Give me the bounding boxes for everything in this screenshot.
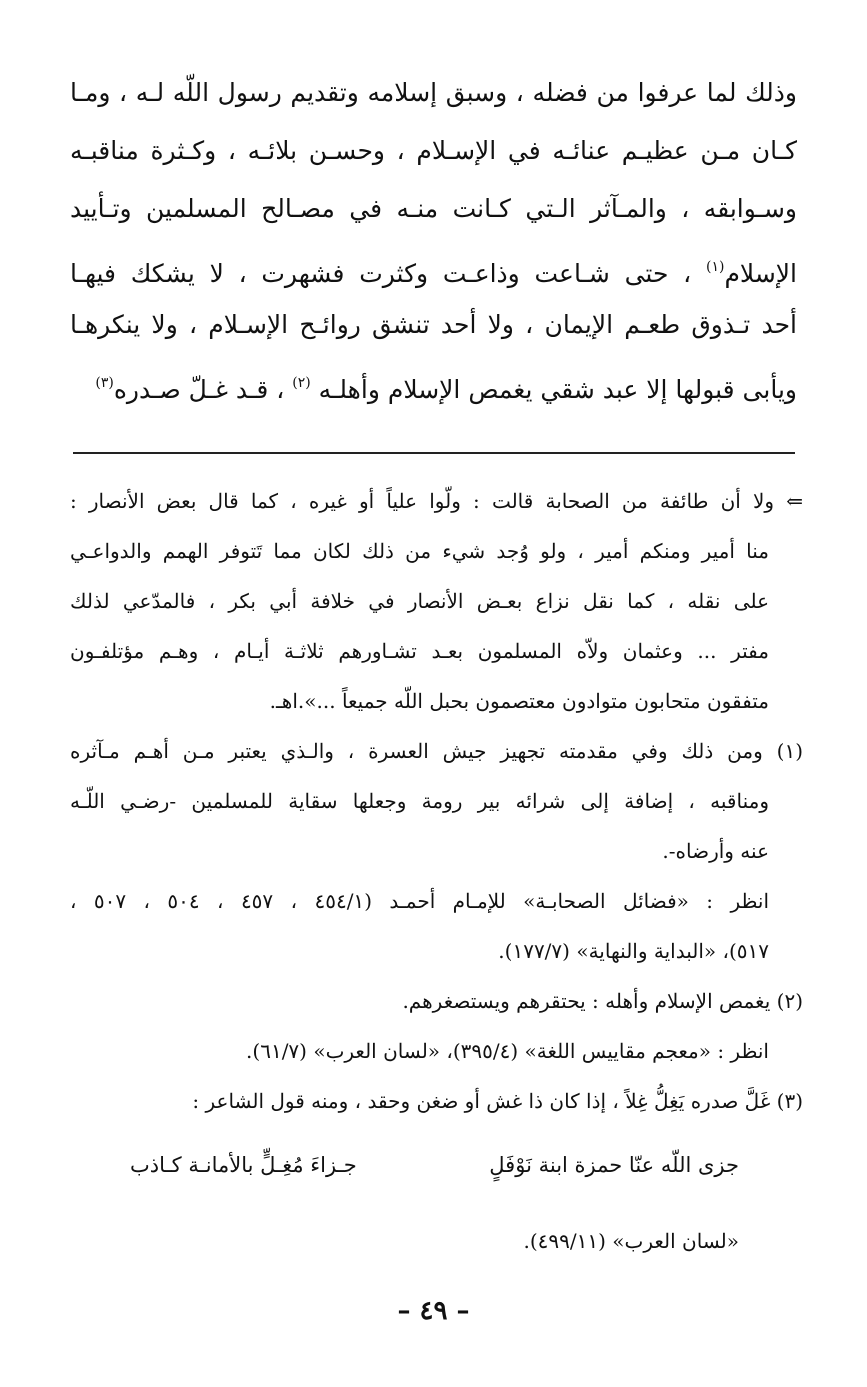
main-text [70, 64, 797, 412]
footnote-3-line: (٣) غَلَّ صدره يَغِلُّ غِلاً ، إذا كان ذا غش أو ضغن وحقد ، ومنه قول الشاعر : [192, 1089, 803, 1113]
footnote-continued-line: ⇐ ولا أن طائفة من الصحابة قالت : ولّوا علياً أو غيره ، كما قال بعض الأنصار : [70, 489, 803, 513]
body-line-2: كـان مـن عظيـم عنائـه في الإسـلام ، وحسـن بلائـه ، وكـثرة مناقبـه [70, 136, 797, 165]
footnote-1-source: انظر : «فضائل الصحابـة» للإمـام أحمـد (٤٥٤/١ ، ٤٥٧ ، ٥٠٤ ، ٥٠٧ ، [70, 889, 770, 913]
footnote-continued-line: على نقله ، كما نقل نزاع بعـض الأنصار في خلافة أبي بكر ، فالمدّعي لذلك [70, 589, 769, 613]
body-line-4-end: ، حتى شـاعت وذاعـت وكثرت فشهرت ، لا يشكك فيهـا [70, 259, 706, 288]
verse-second-hemistich: جـزاءَ مُغِـلٍّ بالأمانـة كـاذب [130, 1153, 357, 1177]
footnote-ref-3: (٣) [95, 375, 114, 391]
footnote-2-line: (٢) يغمص الإسلام وأهله : يحتقرهم ويستصغرهم. [402, 989, 803, 1013]
body-line-1: وذلك لما عرفوا من فضله ، وسبق إسلامه وتقديم رسول اللّه لـه ، ومـا [70, 78, 797, 107]
body-line-4-start: الإسلام [724, 259, 797, 288]
footnote-1-line: عنه وأرضاه-. [662, 839, 769, 863]
footnote-separator [73, 452, 795, 454]
footnote-continued-line: مفتر ... وعثمان ولاّه المسلمون بعـد تشـاورهم ثلاثـة أيـام ، وهـم مؤتلفـون [70, 639, 769, 663]
footnote-1-line: (١) ومن ذلك وفي مقدمته تجهيز جيش العسرة ، والـذي يعتبر مـن أهـم مـآثره [70, 739, 803, 763]
page-number: – ٤٩ – [397, 1296, 470, 1326]
footnote-1-line: ومناقبه ، إضافة إلى شرائه بير رومة وجعلها سقاية للمسلمين -رضـي اللّـه [70, 789, 769, 813]
footnote-1-source: ٥١٧)، «البداية والنهاية» (١٧٧/٧). [498, 939, 769, 963]
poetry-verse [70, 1126, 803, 1204]
footnote-2-source: انظر : «معجم مقاييس اللغة» (٣٩٥/٤)، «لسان العرب» (٦١/٧). [246, 1039, 769, 1063]
body-line-3: وسـوابقه ، والمـآثر الـتي كـانت منـه في مصـالح المسلمين وتـأييد [70, 194, 797, 223]
footnotes [70, 476, 803, 1278]
body-line-4 [70, 238, 797, 296]
body-line-5: أحد تـذوق طعـم الإيمان ، ولا أحد تنشق روائـح الإسـلام ، ولا ينكرهـا [70, 310, 797, 339]
footnote-ref-1: (١) [705, 259, 725, 275]
footnote-ref-2: (٢) [292, 375, 311, 391]
verse-first-hemistich: جزى اللّه عنّا حمزة ابنة نَوْفَلٍ [489, 1153, 739, 1177]
verse-citation: «لسان العرب» (٤٩٩/١١). [523, 1229, 739, 1253]
body-line-6-start: ويأبى قبولها إلا عبد شقي يغمص الإسلام وأهلـه [310, 375, 797, 404]
footnote-continued-line: منا أمير ومنكم أمير ، ولو وُجد شيء من ذلك لكان مما تَتوفر الهمم والدواعـي [70, 539, 769, 563]
body-line-6-end: ، قـد غـلّ صـدره [113, 375, 293, 404]
footnote-continued-line: متفقون متحابون متوادون معتصمون بحبل اللّه جميعاً ...».اهـ. [269, 689, 769, 713]
body-line-6 [70, 354, 797, 412]
